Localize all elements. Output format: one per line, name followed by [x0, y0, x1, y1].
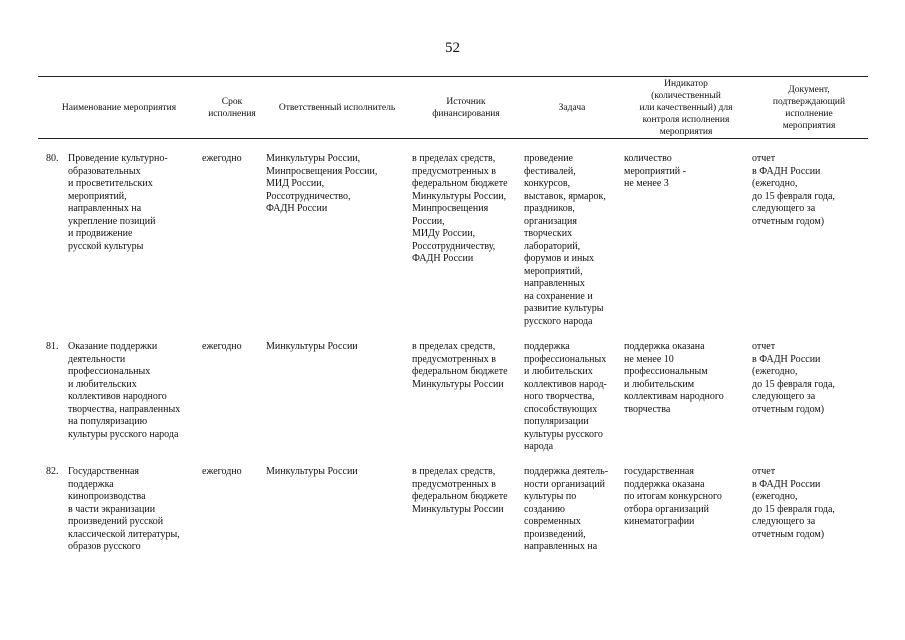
row-number: 81. [46, 341, 59, 352]
row-indicator: государственная поддержка оказана по итогам конкурсного отбора организаций кинематографии [624, 466, 722, 527]
table-row [38, 153, 868, 326]
row-term: ежегодно [202, 466, 242, 477]
header-funding: Источник финансирования [432, 96, 500, 119]
header-task: Задача [558, 102, 586, 113]
row-name: Государственная поддержка кинопроизводства в части экранизации произведений русской классической литературы, образов русского [68, 466, 180, 552]
row-number: 82. [46, 466, 59, 477]
header-executor: Ответственный исполнитель [278, 102, 396, 113]
row-indicator: количество мероприятий - не менее 3 [624, 153, 686, 189]
header-document: Документ, подтверждающий исполнение мероприятия [772, 84, 846, 131]
row-term: ежегодно [202, 341, 242, 352]
row-document: отчет в ФАДН России (ежегодно, до 15 февраля года, следующего за отчетным годом) [752, 341, 835, 415]
table-header [38, 76, 868, 139]
page-number: 52 [445, 40, 460, 56]
row-funding: в пределах средств, предусмотренных в федеральном бюджете Минкультуры России [412, 466, 508, 515]
table-row [38, 466, 868, 554]
row-name: Проведение культурно- образовательных и просветительских мероприятий, направленных на укрепление позиций и продвижение русской культуры [68, 153, 168, 252]
row-executor: Минкультуры России [266, 341, 358, 352]
header-indicator: Индикатор (количественный или качественный) для контроля исполнения мероприятия [639, 78, 733, 137]
row-document: отчет в ФАДН России (ежегодно, до 15 февраля года, следующего за отчетным годом) [752, 153, 835, 227]
row-indicator: поддержка оказана не менее 10 профессиональным и любительским коллективам народного творчества [624, 341, 724, 415]
row-term: ежегодно [202, 153, 242, 164]
row-task: поддержка деятель- ности организаций культуры по созданию современных произведений, направленных на [524, 466, 609, 552]
row-task: поддержка профессиональных и любительских коллективов народ- ного творчества, способствующих популяризации культуры русского народа [524, 341, 607, 452]
row-executor: Минкультуры России, Минпросвещения России, МИД России, Россотрудничество, ФАДН России [266, 153, 378, 214]
header-name: Наименование мероприятия [61, 102, 177, 113]
row-document: отчет в ФАДН России (ежегодно, до 15 февраля года, следующего за отчетным годом) [752, 466, 835, 540]
header-term: Срок исполнения [208, 96, 256, 119]
row-funding: в пределах средств, предусмотренных в федеральном бюджете Минкультуры России [412, 341, 508, 390]
row-task: проведение фестивалей, конкурсов, выставок, ярмарок, праздников, организация творческих лабораторий, форумов и иных мероприятий, направленных на сохранение и развитие культуры русского народа [524, 153, 606, 327]
table-row [38, 341, 868, 451]
row-funding: в пределах средств, предусмотренных в федеральном бюджете Минкультуры России, Минпросвещения России, МИДу России, Россотрудничеству, ФАДН России [412, 153, 508, 264]
row-number: 80. [46, 153, 59, 164]
row-executor: Минкультуры России [266, 466, 358, 477]
measures-table [38, 76, 868, 554]
row-name: Оказание поддержки деятельности профессиональных и любительских коллективов народного творчества, направленных на популяризацию культуры русского народа [68, 341, 181, 440]
